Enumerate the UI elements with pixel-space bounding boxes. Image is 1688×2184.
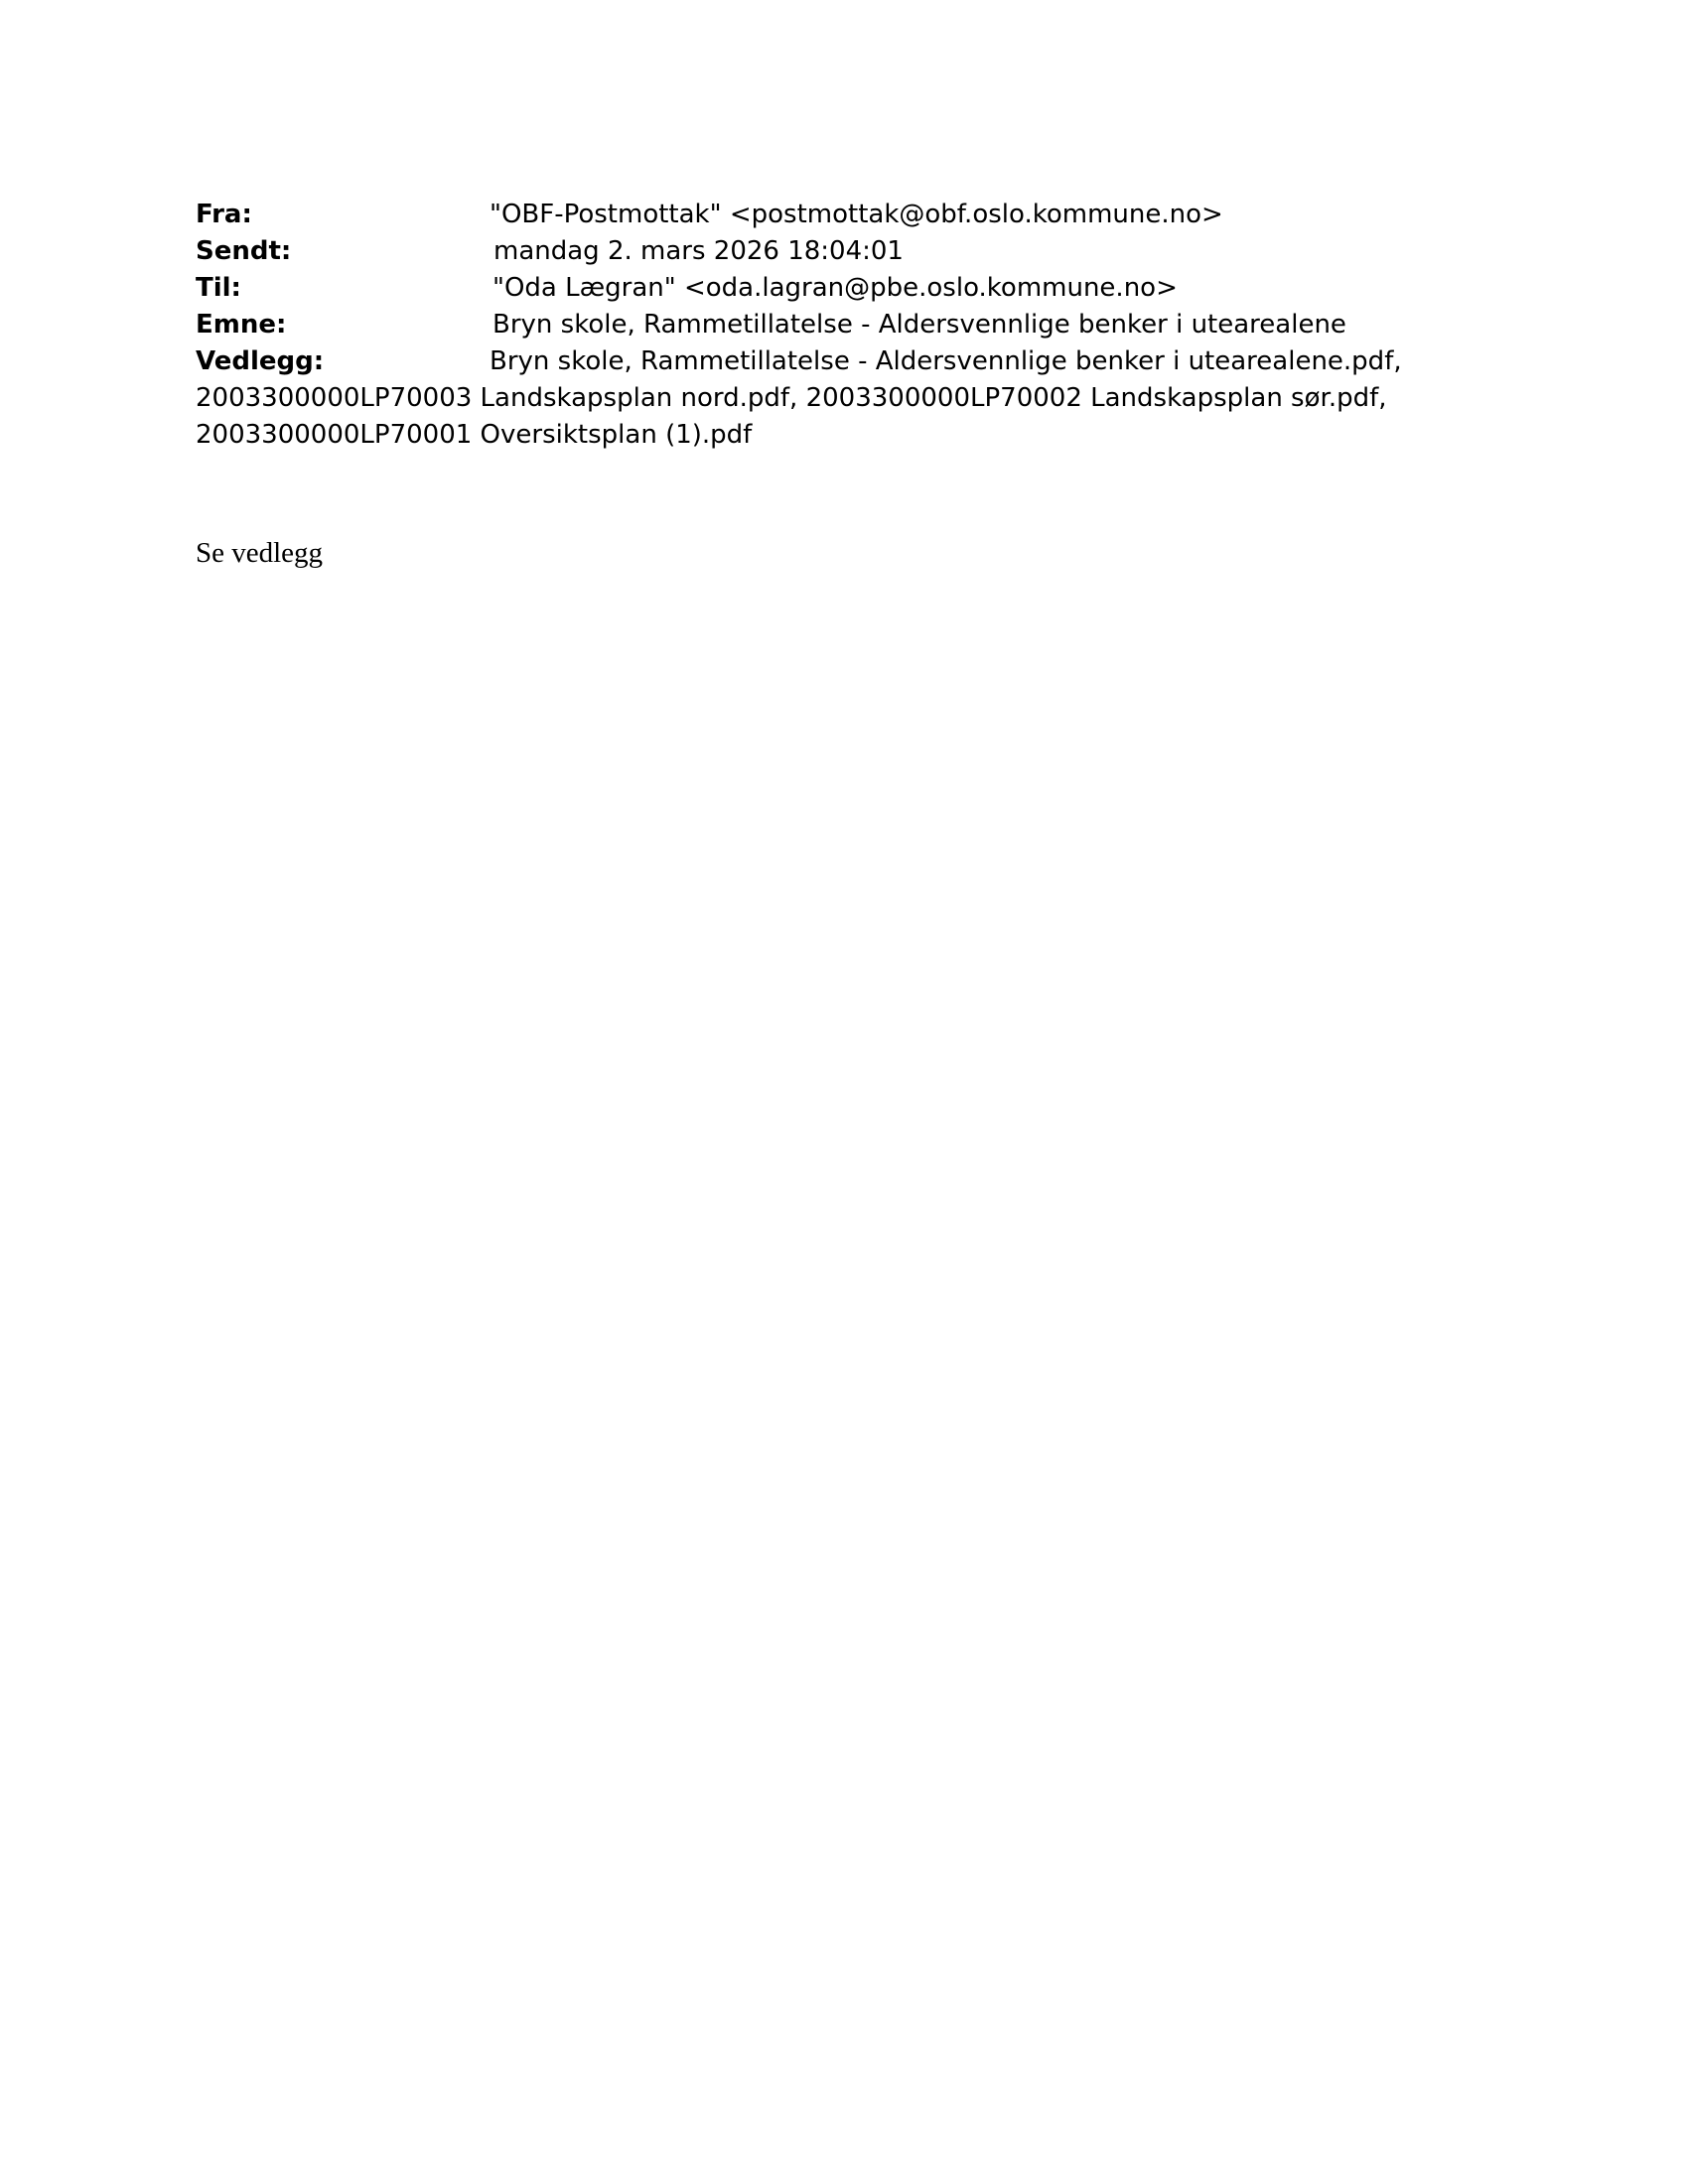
attachments-label: Vedlegg:: [196, 346, 325, 376]
attachment-line-3: 2003300000LP70001 Oversiktsplan (1).pdf: [196, 420, 753, 450]
email-body: [196, 534, 323, 572]
subject-value: Bryn skole, Rammetillatelse - Aldersvennlige benker i utearealene: [492, 310, 1346, 340]
attachment-line-2-row: [196, 380, 1486, 417]
attachment-line-3-row: [196, 417, 1486, 454]
to-label: Til:: [196, 273, 241, 303]
body-text: Se vedlegg: [196, 537, 324, 569]
subject-label: Emne:: [196, 310, 287, 340]
attachment-line-2: 2003300000LP70003 Landskapsplan nord.pdf, 2003300000LP70002 Landskapsplan sør.pdf,: [196, 383, 1387, 413]
attachment-line-1: Bryn skole, Rammetillatelse - Aldersvennlige benker i utearealene.pdf,: [490, 346, 1402, 376]
sent-value: mandag 2. mars 2026 18:04:01: [493, 236, 904, 266]
email-header: [196, 197, 1486, 454]
from-row: [196, 197, 1486, 233]
to-row: [196, 270, 1486, 307]
attachments-row: [196, 343, 1486, 380]
sent-row: [196, 233, 1486, 270]
subject-row: [196, 307, 1486, 343]
to-value: "Oda Lægran" <oda.lagran@pbe.oslo.kommune.no>: [492, 273, 1178, 303]
from-value: "OBF-Postmottak" <postmottak@obf.oslo.kommune.no>: [490, 200, 1223, 229]
from-label: Fra:: [196, 200, 252, 229]
sent-label: Sendt:: [196, 236, 292, 266]
